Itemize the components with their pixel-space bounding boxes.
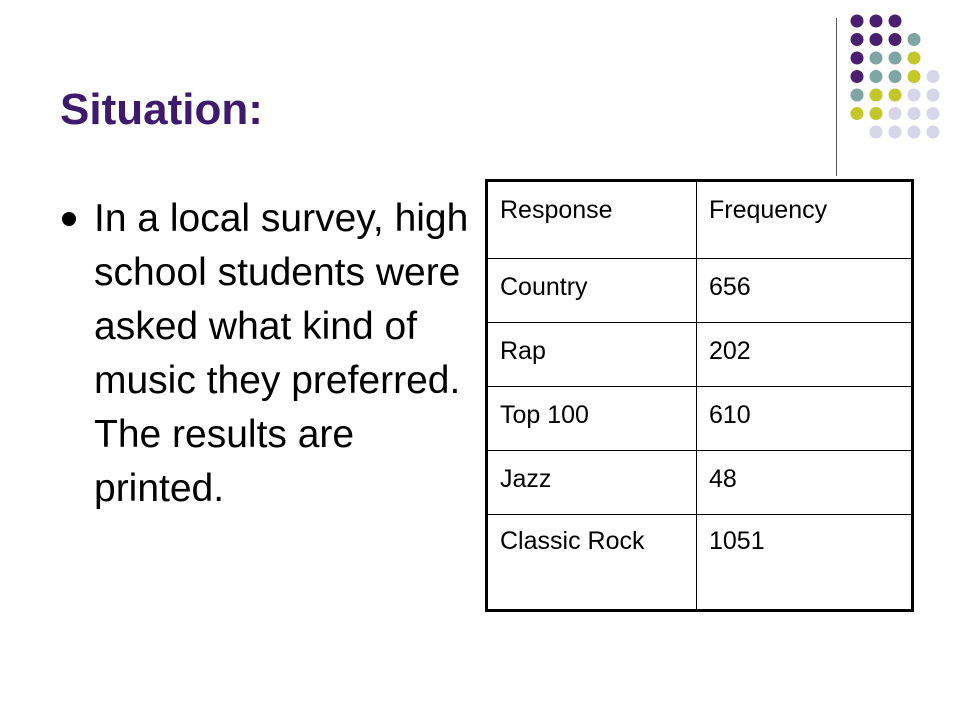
decorative-dot <box>870 52 883 65</box>
decorative-dot <box>927 89 940 102</box>
header-response: Response <box>487 181 697 259</box>
decorative-dot <box>889 107 902 120</box>
response-cell: Jazz <box>487 451 697 515</box>
decorative-dot <box>889 70 902 83</box>
decorative-dot <box>908 126 921 139</box>
decorative-dot <box>889 52 902 65</box>
decorative-dot <box>908 33 921 46</box>
decorative-dot <box>908 89 921 102</box>
table-row <box>487 323 913 387</box>
decorative-dot <box>870 15 883 28</box>
decorative-dot <box>927 107 940 120</box>
decorative-dot <box>870 70 883 83</box>
frequency-cell: 656 <box>697 259 913 323</box>
decorative-dot <box>908 52 921 65</box>
decorative-dot <box>870 126 883 139</box>
decorative-dot <box>851 52 864 65</box>
decorative-dot <box>851 70 864 83</box>
bullet-icon <box>62 212 76 226</box>
decorative-vertical-line <box>836 18 837 176</box>
response-cell: Classic Rock <box>487 515 697 611</box>
decorative-dot <box>908 70 921 83</box>
response-cell: Top 100 <box>487 387 697 451</box>
header-frequency: Frequency <box>697 181 913 259</box>
decorative-dot <box>851 15 864 28</box>
decorative-dot <box>927 70 940 83</box>
response-cell: Country <box>487 259 697 323</box>
decorative-dot <box>927 126 940 139</box>
frequency-cell: 1051 <box>697 515 913 611</box>
decorative-dot <box>889 126 902 139</box>
decorative-dot <box>851 33 864 46</box>
frequency-cell: 202 <box>697 323 913 387</box>
decorative-dot <box>851 89 864 102</box>
bullet-text: In a local survey, high school students were asked what kind of music they preferred. The results are printed. <box>94 197 469 510</box>
table-row <box>487 387 913 451</box>
table-row <box>487 259 913 323</box>
decorative-dot <box>889 15 902 28</box>
frequency-table <box>485 179 914 612</box>
response-cell: Rap <box>487 323 697 387</box>
decorative-dot <box>870 33 883 46</box>
decorative-dot <box>870 89 883 102</box>
decorative-dot <box>908 107 921 120</box>
slide-title: Situation: <box>60 85 263 134</box>
decorative-dot <box>889 33 902 46</box>
decorative-dot <box>889 89 902 102</box>
decorative-dot <box>851 107 864 120</box>
table-row <box>487 451 913 515</box>
frequency-cell: 48 <box>697 451 913 515</box>
frequency-cell: 610 <box>697 387 913 451</box>
table-row <box>487 515 913 611</box>
table-header-row <box>487 181 913 259</box>
decorative-dot <box>870 107 883 120</box>
